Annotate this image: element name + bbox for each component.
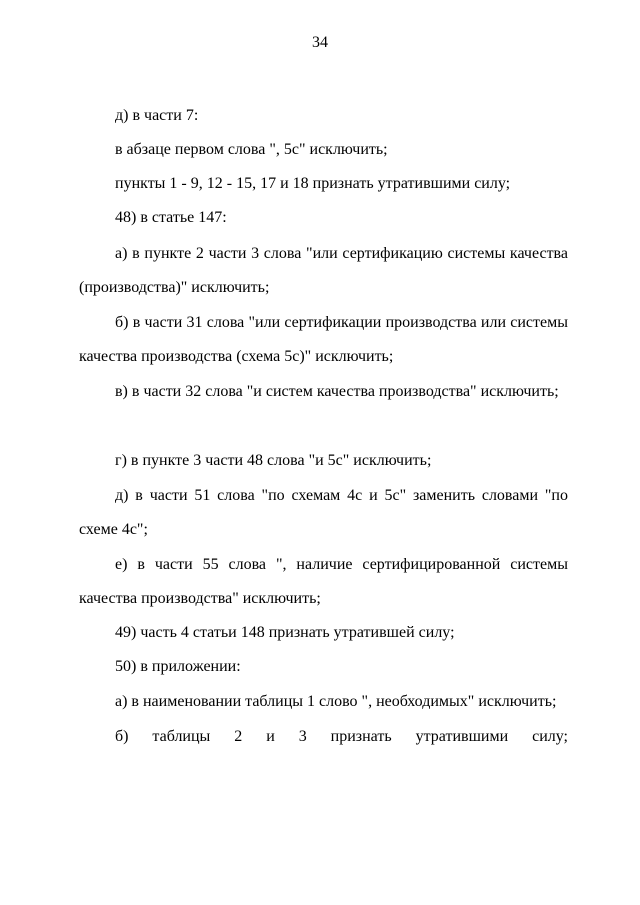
paragraph-6: б) в части 31 слова "или сертификации производства или системы качества производства (схема 5с)" исключить; — [79, 314, 568, 365]
paragraph-1: д) в части 7: — [115, 107, 199, 124]
paragraph-12: 50) в приложении: — [115, 658, 241, 675]
page-number: 34 — [312, 34, 328, 51]
paragraph-13: а) в наименовании таблицы 1 слово ", необходимых" исключить; — [115, 693, 557, 710]
paragraph-5: а) в пункте 2 части 3 слова "или сертификацию системы качества (производства)" исключить; — [79, 245, 568, 296]
paragraph-10: е) в части 55 слова ", наличие сертифицированной системы качества производства" исключить; — [79, 556, 568, 607]
paragraph-2: в абзаце первом слова ", 5с" исключить; — [115, 141, 388, 158]
paragraph-7: в) в части 32 слова "и систем качества производства" исключить; — [115, 383, 559, 400]
paragraph-8: г) в пункте 3 части 48 слова "и 5с" исключить; — [115, 452, 432, 469]
paragraph-9: д) в части 51 слова "по схемам 4с и 5с" заменить словами "по схеме 4с"; — [79, 487, 568, 538]
paragraph-4: 48) в статье 147: — [115, 209, 227, 226]
paragraph-14: б) таблицы 2 и 3 признать утратившими силу; — [115, 728, 568, 745]
paragraph-3: пункты 1 - 9, 12 - 15, 17 и 18 признать утратившими силу; — [115, 175, 511, 192]
paragraph-11: 49) часть 4 статьи 148 признать утратившей силу; — [115, 624, 455, 641]
